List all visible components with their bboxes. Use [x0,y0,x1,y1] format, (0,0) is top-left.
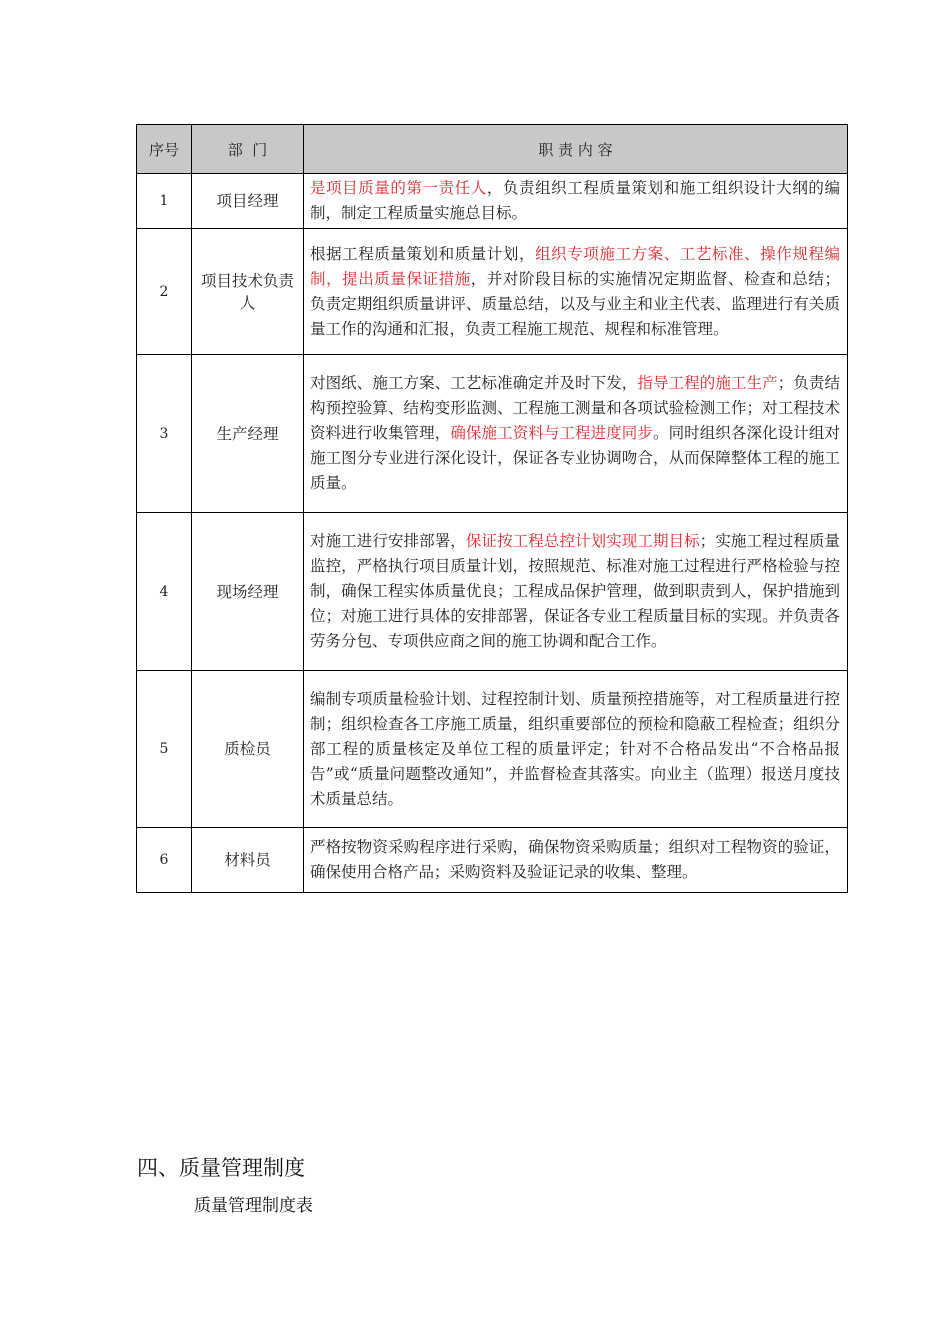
duty-text: 根据工程质量策划和质量计划， [310,244,536,263]
row-department: 项目经理 [192,174,304,229]
row-department: 质检员 [192,671,304,828]
table-row [137,671,848,828]
duty-highlight: 是项目质量的第一责任人 [310,179,487,197]
header-number: 序号 [137,125,192,174]
duty-text: 对施工进行安排部署， [310,532,466,550]
row-number: 5 [137,671,192,828]
row-department: 生产经理 [192,355,304,513]
row-duties [304,174,848,229]
row-number: 3 [137,355,192,513]
table-header [137,125,848,174]
table-body [137,174,848,893]
duty-text: ，并对阶段目标的实施情况定期监督、检查和总结； 负责定期组织质量讲评、质量总结，以及与业主和业主代表、监理进行有关质量工作的沟通和汇报，负责工程施工规范、规程和标准管理。 [310,269,840,338]
header-row [137,125,848,174]
duty-highlight: 确保施工资料与工程进度同步 [450,424,653,442]
row-number: 1 [137,174,192,229]
duty-highlight: 保证按工程总控计划实现工期目标 [465,532,700,550]
duty-text: ；实施工程过程质量监控，严格执行项目质量计划，按照规范、标准对施工过程进行严格检验与控制，确保工程实体质量优良；工程成品保护管理，做到职责到人，保护措施到位；对施工进行具体的安排部署，保证各专业工程质量目标的实现。并负责各劳务分包、专项供应商之间的施工协调和配合工作。 [310,532,840,650]
table-row [137,828,848,893]
duty-text: 。同时组织各深化设计组对施工图分专业进行深化设计，保证各专业协调吻合，从而保障整体工程的施工质量。 [310,424,840,492]
row-number: 6 [137,828,192,893]
row-duties [304,828,848,893]
row-department: 现场经理 [192,513,304,671]
table-row [137,174,848,229]
row-duties [304,513,848,671]
duty-text: 编制专项质量检验计划、过程控制计划、质量预控措施等，对工程质量进行控制；组织检查各工序施工质量，组织重要部位的预检和隐蔽工程检查；组织分部工程的质量核定及单位工程的质量评定；针对不合格品发出“不合格品报告”或“质量问题整改通知”，并监督检查其落实。向业主（监理）报送月度技术质量总结。 [310,689,840,808]
row-duties [304,355,848,513]
row-number: 4 [137,513,192,671]
duty-text: 对图纸、施工方案、工艺标准确定并及时下发， [310,374,638,392]
row-duties [304,229,848,355]
duty-highlight: 组织专项施工方案、工艺标准、操作规程编制，提出质量保证措施 [310,244,840,288]
header-department: 部 门 [192,125,304,174]
duty-text: ，负责组织工程质量策划和施工组织设计大纲的编制，制定工程质量实施总目标。 [310,179,840,222]
duty-text: ；负责结构预控验算、结构变形监测、工程施工测量和各项试验检测工作；对工程技术资料进行收集管理， [310,374,840,442]
section-heading: 四、质量管理制度 [137,1156,305,1180]
table-row [137,229,848,355]
table-caption: 质量管理制度表 [194,1196,313,1216]
table-row [137,513,848,671]
duty-highlight: 指导工程的施工生产 [637,374,778,392]
header-duties: 职 责 内 容 [304,125,848,174]
row-number: 2 [137,229,192,355]
row-duties [304,671,848,828]
responsibility-table [136,124,848,893]
row-department: 项目技术负责人 [192,229,304,355]
duty-text: 严格按物资采购程序进行采购，确保物资采购质量；组织对工程物资的验证，确保使用合格产品；采购资料及验证记录的收集、整理。 [310,838,840,881]
table-row [137,355,848,513]
row-department: 材料员 [192,828,304,893]
